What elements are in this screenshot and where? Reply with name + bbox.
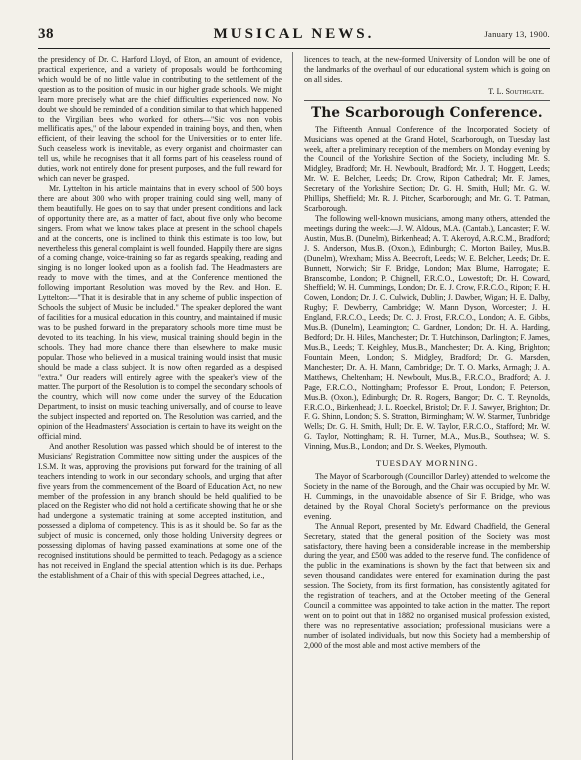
- left-paragraph-1: the presidency of Dr. C. Harford Lloyd, of Eton, an amount of evidence, practical experience, and a variety of proposals would be forthcoming which would be of no little value in contributing to the settlement of the question as to the position of music in our higher grade schools. We might learn more precisely what are the chief difficulties experienced now. No doubt we should be reminded of a condition similar to that which happened to the Virgilian bees who worked for others—"Sic vos non vobis mellificatis apes," of the labour expended in training boys, and then, when efficient, of their leaving the school for the Universities or to enter life. Such ceaseless work is inevitable, as every organist and choirmaster can tell us, while he recognises that it all forms part of his ceaseless round of duties, work not entirely done for present purposes, and the full reward for which can never be grasped.: [38, 55, 282, 184]
- sub-heading: TUESDAY MORNING.: [375, 458, 479, 469]
- page-header: [38, 26, 550, 48]
- article-separator: [304, 100, 550, 101]
- left-paragraph-3: And another Resolution was passed which should be of interest to the Musicians' Registration Committee now sitting under the auspices of the I.S.M. It was, approving the provisions put forward for the training of all teachers intending to work in our secondary schools, and urging that after five years from the commencement of the Board of Education Act, no new member of the profession in any branch should be held qualified to be placed on the Register who did not hold a certificate showing that he or she had undergone a systematic training at some accepted institution, and possessed a diploma of competency. This is as it should be. So far as the subject of music is concerned, only those holding University degrees or possessing diplomas of having passed examinations at some one of the recognised institutions should be permitted to teach. Pedagogy as a science has not received in England the special attention which is its due. Perhaps the establishment of a Chair of this with special Degrees attached, i.e.,: [38, 441, 282, 580]
- issue-date: January 13, 1900.: [484, 29, 550, 39]
- masthead-title: MUSICAL NEWS.: [213, 26, 375, 42]
- tuesday-paragraph-1: The Mayor of Scarborough (Councillor Darley) attended to welcome the Society in the name of the Borough, and the Chair was occupied by Mr. W. H. Cummings, in the unavoidable absence of Sir F. Bridge, who was detained by the Royal Choral Society's performance on the previous evening.: [304, 472, 550, 521]
- conference-paragraph-2: The following well-known musicians, among many others, attended the meetings during the week:—J. W. Aldous, M.A. (Cantab.), Lancaster; F. W. Austin, Mus.B. (Dunelm), Birkenhead; A. T. Akeroyd, A.R.C.M., Bradford; J. S. Anderson, Mus.B. (Oxon.), Edinburgh; C. Morton Bailey, Mus.B. (Dunelm), Wrexham; Miss A. Beecroft, Leeds; W. E. Belcher, Leeds; Dr. E. Bunnett, Norwich; Sir F. Bridge, London; Max Blume, Harrogate; E. Branscombe, London; P. Chignell, F.R.C.O., Lowestoft; Dr. H. Coward, Sheffield; W. H. Cummings, London; Dr. E. J. Crow, F.R.C.O., Ripon; F. H. Cowen, London; Dr. J. C. Culwick, Dublin; J. Dawber, Wigan; H. E. Dalby, Rugby; F. Dewberry, Cambridge; W. Mann Dyson, Worcester; J. H. England, F.R.C.O., Leeds; Dr. C. J. Frost, F.R.C.O., London; A. E. Gibbs, Mus.B. (Dunelm), Leamington; C. Gardner, London; Dr. H. A. Harding, Bedford; Dr. H. Hiles, Manchester; Dr. T. Hutchinson, Darlington; F. James, Mus.B., Leeds; T. Keighley, Mus.B., Manchester; Dr. A. King, Brighton; Fountain Meen, London; S. Midgley, Bradford; Dr. G. Marsden, Manchester; Dr. A. H. Mann, Cambridge; Dr. T. O. Marks, Armagh; J. A. Matthews, Cheltenham; H. Newboult, Mus.B., F.R.C.O., Bradford; A. J. Page, F.R.C.O., Nottingham; Professor E. Prout, London; F. Peterson, Mus.B. (Oxon.), Edinburgh; Dr. R. Rogers, Bangor; Dr. C. T. Reynolds, F.R.C.O., Birkenhead; J. L. Roeckel, Bristol; Dr. F. J. Sawyer, Brighton; Dr. F. G. Shinn, London; S. S. Stratton, Birmingham; W. W. Starmer, Tunbridge Wells; Dr. G. H. Smith, Hull; Dr. E. W. Taylor, F.R.C.O., Stafford; Mr. W. G. Taylor, Nottingham; R. H. Turner, M.A., Mus.B., Southsea; W. S. Vinning, Mus.B., London; and Dr. S. Weekes, Plymouth.: [304, 213, 550, 452]
- tuesday-paragraph-2: The Annual Report, presented by Mr. Edward Chadfield, the General Secretary, stated that the general position of the Society was most satisfactory, there having been a considerable increase in the membership during the year, and £500 was added to the reserve fund. The confidence of the public in the examinations is shown by the fact that between six and seven thousand candidates were entered for examination during the past session. The Society, from its first formation, has consistently agitated for the registration of teachers, and at the October meeting of the General Council a committee was appointed to take action in the matter. The report went on to point out that in 1882 no organised musical profession existed, there was no representative association; professional musicians were a number of isolated individuals, but now this Society had a membership of 2,000 of the most able and most active members of the: [304, 521, 550, 650]
- left-paragraph-2: Mr. Lyttelton in his article maintains that in every school of 500 boys there are about 300 who with proper training could sing well, many of them beautifully. He goes on to say that under present conditions and lack of opportunity there are, as a matter of fact, about five only who become singers. From what we know takes place at present in the school chapels and at the concerts, one is inclined to think this estimate is too low, but nevertheless this general complaint is well founded. Happily there are signs of a coming change, voice-training so far as regards speaking, reading and singing is no longer looked upon as a foolish fad. The Headmasters are ready to move with the times, and at the Conference mentioned the following important Resolution was moved by the Rev. and Hon. E. Lyttelton:—"That it is desirable that in any scheme of public inspection of Schools the subject of Music be included." The speaker deplored the want of facilities for a musical education in this country, and maintained if music was to be pushed forward in the preparatory schools more time must be devoted to its teaching. In his view, musical training should begin in the schools. They had more chance there than elsewhere to make music popular. Those who believed in a musical training would insist that music should be made a class subject. It is now often regarded as a despised "extra." Our readers will entirely agree with the speaker's view of the matter. The purport of the Resolution is to compel the secondary schools of the country, which will now come under the survey of the Education Department, to insist on music teaching universally, and of course to leave the subject inspected and reported on. The Resolution was carried, and the opinion of the Headmasters' Association is certain to have its weight on the official mind.: [38, 183, 282, 442]
- page-number: 38: [38, 26, 54, 42]
- right-column: [304, 55, 550, 756]
- conference-paragraph-1: The Fifteenth Annual Conference of the Incorporated Society of Musicians was opened at the Grand Hotel, Scarborough, on Tuesday last week, after a preliminary reception of the members on Monday evening by the Council of the Yorkshire Section of the Society, including Mr. S. Midgley, Bradford; Mr. H. Newboult, Bradford; Mr. J. T. Hoggett, Leeds; Mr. W. E. Belcher, Leeds; Dr. Crow, Ripon Cathedral; Mr. F. James, Secretary of the Yorkshire Section; Dr. G. H. Smith, Hull; Mr. G. W. Phillips, Sheffield; Mr. R. J. Pitcher, Scarborough; and Mr. G. T. Patman, Scarborough.: [304, 124, 550, 214]
- author-signature: T. L. Southgate.: [488, 86, 544, 96]
- right-intro-paragraph: licences to teach, at the new-formed University of London will be one of the landmarks of the overhaul of our educational system which is going on on all sides.: [304, 55, 550, 84]
- section-title: The Scarborough Conference.: [311, 104, 543, 121]
- left-column: [38, 55, 282, 756]
- header-rule: [38, 48, 550, 49]
- column-divider: [292, 52, 293, 760]
